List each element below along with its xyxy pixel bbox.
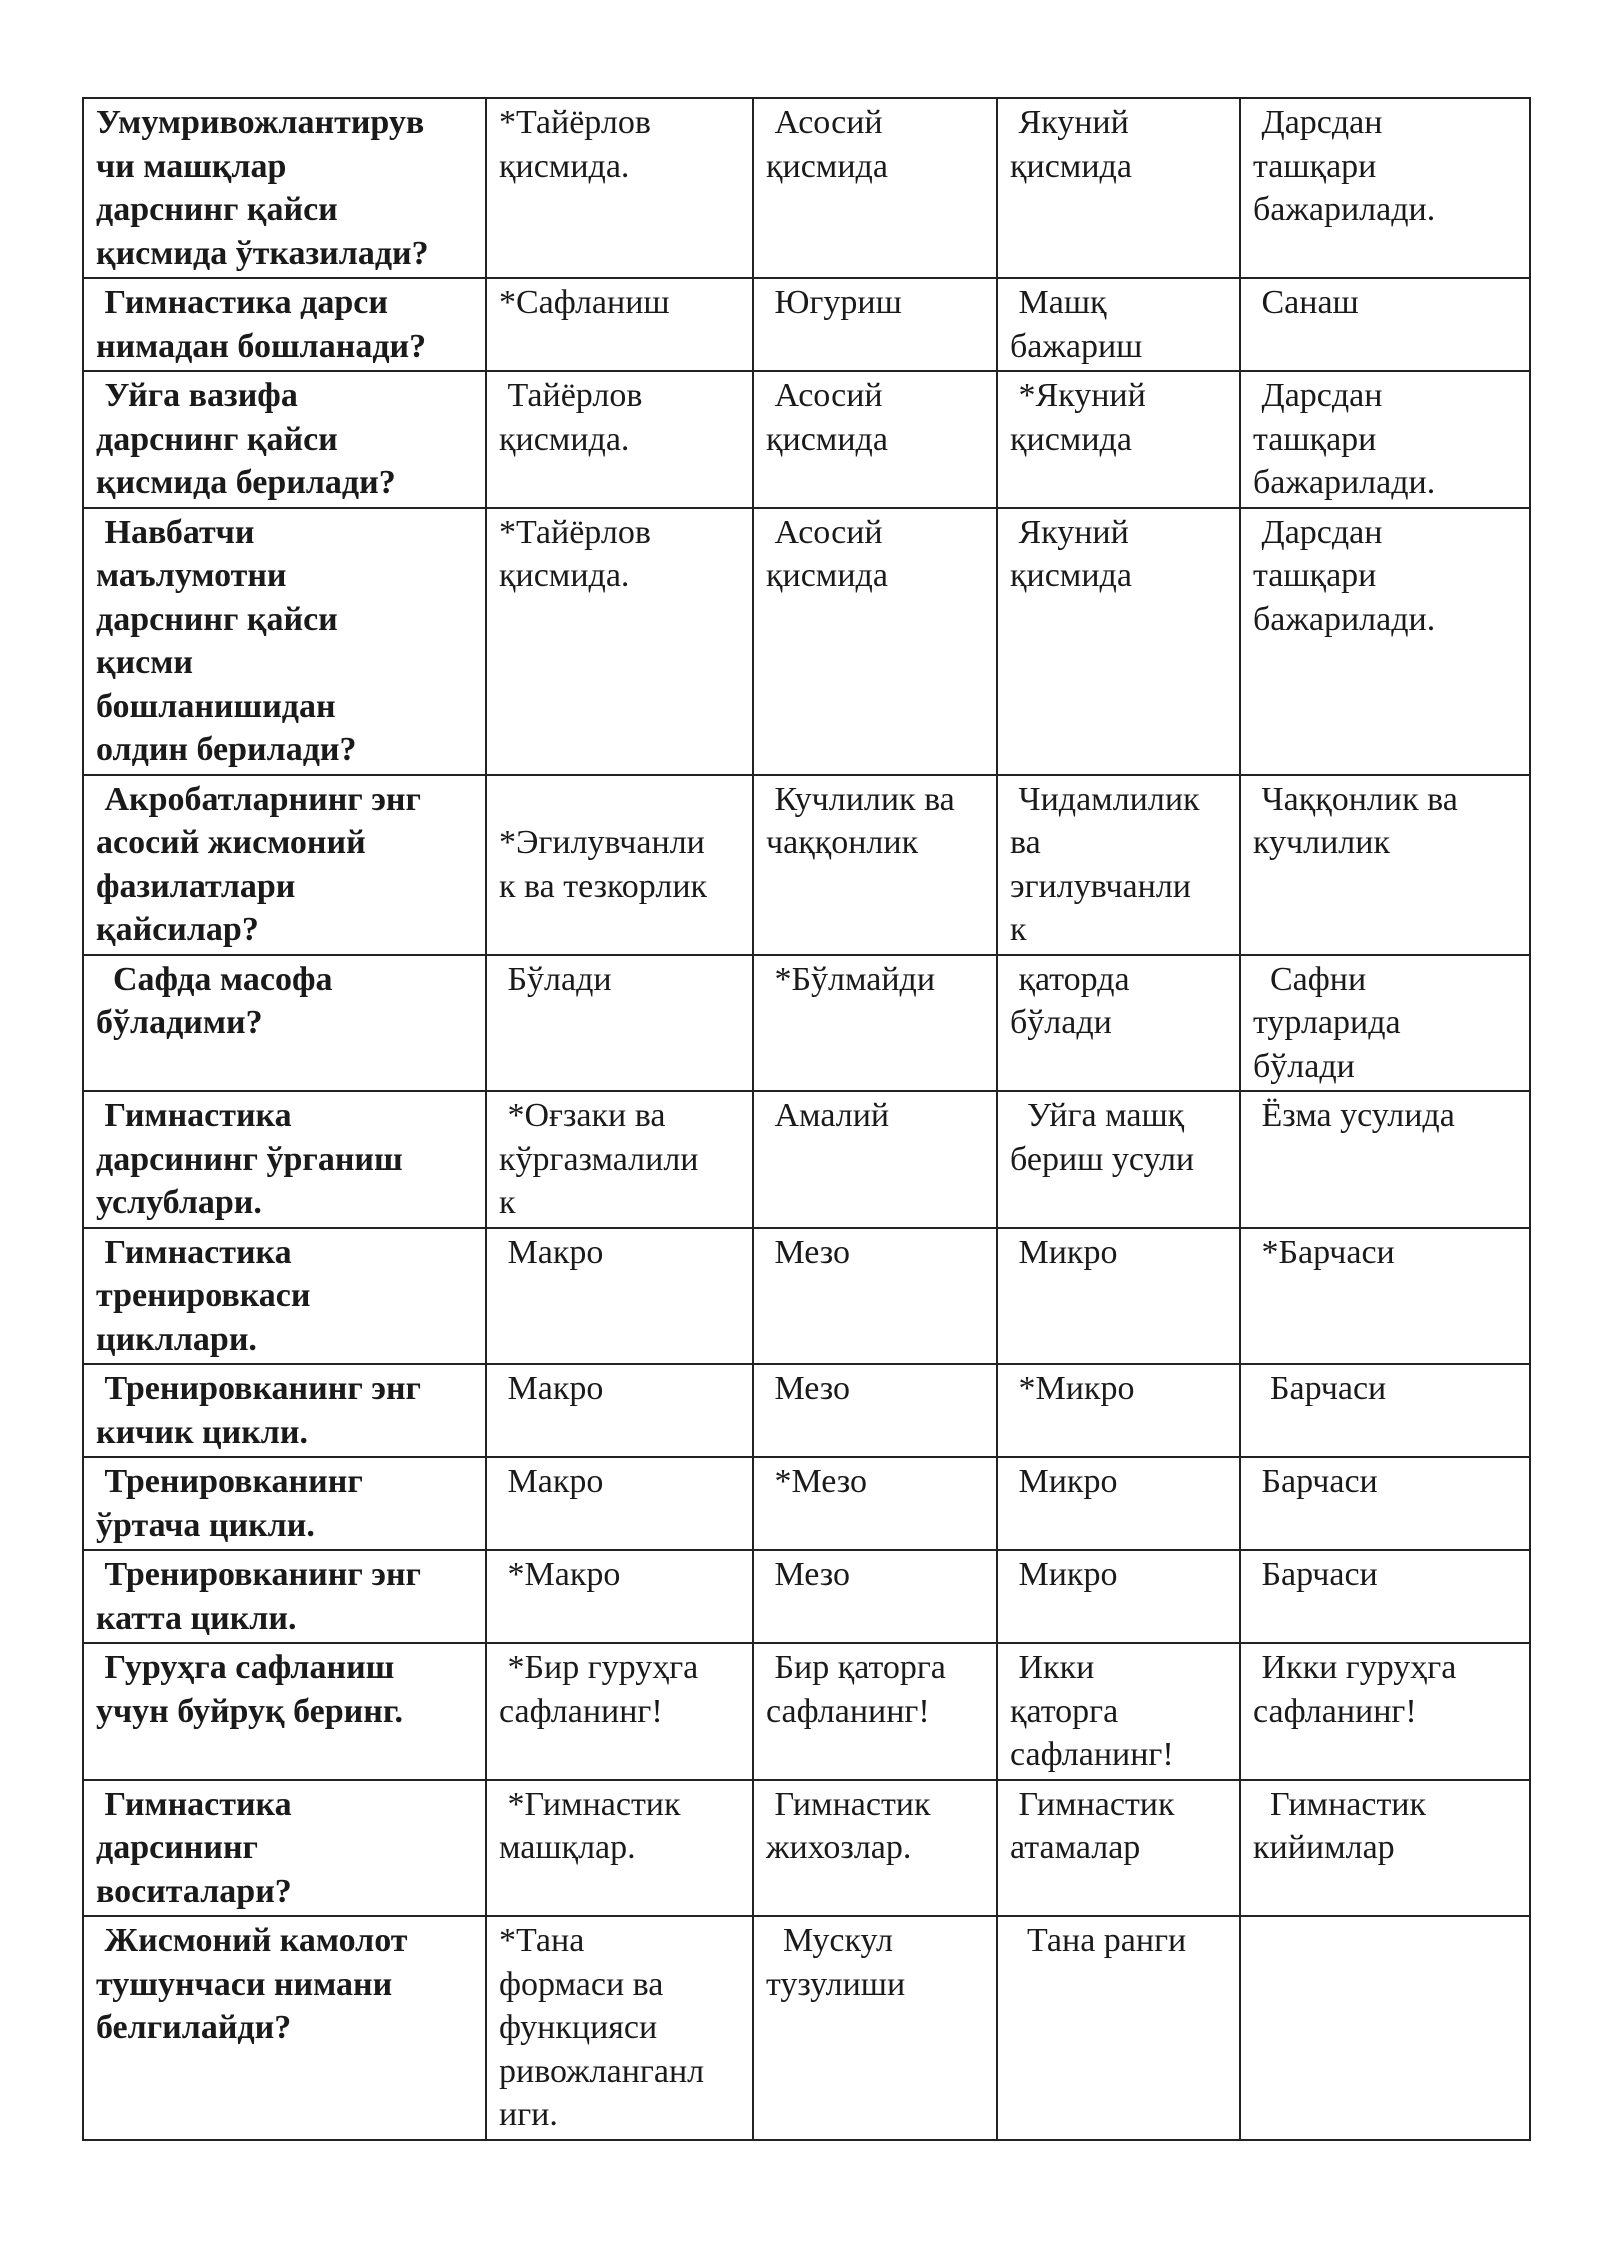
question-cell: Умумривожлантирув чи машқлар дарснинг қайси қисмида ўтказилади?: [83, 98, 486, 278]
question-cell: Тренировканинг ўртача цикли.: [83, 1457, 486, 1550]
answer-option-d: [1240, 1916, 1530, 2140]
table-row: [83, 508, 1530, 775]
answer-option-a: *Тайёрлов қисмида.: [486, 98, 753, 278]
answer-option-c: Машқ бажариш: [997, 278, 1240, 371]
answer-option-d: Барчаси: [1240, 1364, 1530, 1457]
answer-option-a: *Сафланиш: [486, 278, 753, 371]
quiz-table-body: [83, 98, 1530, 2140]
answer-option-d: Ёзма усулида: [1240, 1091, 1530, 1228]
question-cell: Акробатларнинг энг асосий жисмоний фазилатлари қайсилар?: [83, 775, 486, 955]
question-cell: Тренировканинг энг кичик цикли.: [83, 1364, 486, 1457]
answer-option-d: Санаш: [1240, 278, 1530, 371]
answer-option-a: *Тайёрлов қисмида.: [486, 508, 753, 775]
table-row: [83, 278, 1530, 371]
answer-option-d: Гимнастик кийимлар: [1240, 1780, 1530, 1917]
answer-option-a: *Эгилувчанли к ва тезкорлик: [486, 775, 753, 955]
answer-option-a: Макро: [486, 1457, 753, 1550]
table-row: [83, 1550, 1530, 1643]
answer-option-d: Чаққонлик ва кучлилик: [1240, 775, 1530, 955]
answer-option-b: Асосий қисмида: [753, 98, 997, 278]
answer-option-b: Мезо: [753, 1550, 997, 1643]
answer-option-b: Бир қаторга сафланинг!: [753, 1643, 997, 1780]
answer-option-d: *Барчаси: [1240, 1228, 1530, 1365]
answer-option-c: Чидамлилик ва эгилувчанли к: [997, 775, 1240, 955]
answer-option-b: Амалий: [753, 1091, 997, 1228]
question-cell: Жисмоний камолот тушунчаси нимани белгилайди?: [83, 1916, 486, 2140]
answer-option-a: Макро: [486, 1228, 753, 1365]
answer-option-c: Якуний қисмида: [997, 508, 1240, 775]
answer-option-a: Бўлади: [486, 955, 753, 1092]
answer-option-a: *Тана формаси ва функцияси ривожланганл иги.: [486, 1916, 753, 2140]
answer-option-c: Микро: [997, 1457, 1240, 1550]
answer-option-a: *Оғзаки ва кўргазмалили к: [486, 1091, 753, 1228]
table-row: [83, 1916, 1530, 2140]
answer-option-b: Кучлилик ва чаққонлик: [753, 775, 997, 955]
answer-option-c: Икки қаторга сафланинг!: [997, 1643, 1240, 1780]
question-cell: Гимнастика дарсининг воситалари?: [83, 1780, 486, 1917]
answer-option-c: *Микро: [997, 1364, 1240, 1457]
answer-option-d: Дарсдан ташқари бажарилади.: [1240, 98, 1530, 278]
answer-option-b: *Мезо: [753, 1457, 997, 1550]
question-cell: Гимнастика дарси нимадан бошланади?: [83, 278, 486, 371]
answer-option-c: Микро: [997, 1550, 1240, 1643]
quiz-table: [82, 97, 1531, 2141]
answer-option-a: Тайёрлов қисмида.: [486, 371, 753, 508]
answer-option-b: Мезо: [753, 1364, 997, 1457]
table-row: [83, 1780, 1530, 1917]
answer-option-d: Дарсдан ташқари бажарилади.: [1240, 508, 1530, 775]
answer-option-b: Асосий қисмида: [753, 508, 997, 775]
answer-option-a: *Гимнастик машқлар.: [486, 1780, 753, 1917]
table-row: [83, 1643, 1530, 1780]
answer-option-a: *Бир гуруҳга сафланинг!: [486, 1643, 753, 1780]
answer-option-d: Дарсдан ташқари бажарилади.: [1240, 371, 1530, 508]
question-cell: Гимнастика дарсининг ўрганиш услублари.: [83, 1091, 486, 1228]
answer-option-d: Барчаси: [1240, 1550, 1530, 1643]
answer-option-d: Икки гуруҳга сафланинг!: [1240, 1643, 1530, 1780]
answer-option-b: Мускул тузулиши: [753, 1916, 997, 2140]
answer-option-b: *Бўлмайди: [753, 955, 997, 1092]
answer-option-d: Сафни турларида бўлади: [1240, 955, 1530, 1092]
answer-option-b: Мезо: [753, 1228, 997, 1365]
answer-option-c: *Якуний қисмида: [997, 371, 1240, 508]
table-row: [83, 775, 1530, 955]
table-row: [83, 1364, 1530, 1457]
question-cell: Уйга вазифа дарснинг қайси қисмида берилади?: [83, 371, 486, 508]
answer-option-b: Асосий қисмида: [753, 371, 997, 508]
answer-option-a: Макро: [486, 1364, 753, 1457]
answer-option-c: Микро: [997, 1228, 1240, 1365]
answer-option-b: Югуриш: [753, 278, 997, 371]
answer-option-c: қаторда бўлади: [997, 955, 1240, 1092]
question-cell: Навбатчи маълумотни дарснинг қайси қисми бошланишидан олдин берилади?: [83, 508, 486, 775]
table-row: [83, 1228, 1530, 1365]
table-row: [83, 1457, 1530, 1550]
question-cell: Тренировканинг энг катта цикли.: [83, 1550, 486, 1643]
answer-option-b: Гимнастик жихозлар.: [753, 1780, 997, 1917]
answer-option-a: *Макро: [486, 1550, 753, 1643]
answer-option-c: Уйга машқ бериш усули: [997, 1091, 1240, 1228]
question-cell: Гимнастика тренировкаси цикллари.: [83, 1228, 486, 1365]
question-cell: Сафда масофа бўладими?: [83, 955, 486, 1092]
answer-option-c: Гимнастик атамалар: [997, 1780, 1240, 1917]
question-cell: Гуруҳга сафланиш учун буйруқ беринг.: [83, 1643, 486, 1780]
answer-option-c: Якуний қисмида: [997, 98, 1240, 278]
table-row: [83, 371, 1530, 508]
answer-option-d: Барчаси: [1240, 1457, 1530, 1550]
table-row: [83, 955, 1530, 1092]
answer-option-c: Тана ранги: [997, 1916, 1240, 2140]
table-row: [83, 98, 1530, 278]
table-row: [83, 1091, 1530, 1228]
